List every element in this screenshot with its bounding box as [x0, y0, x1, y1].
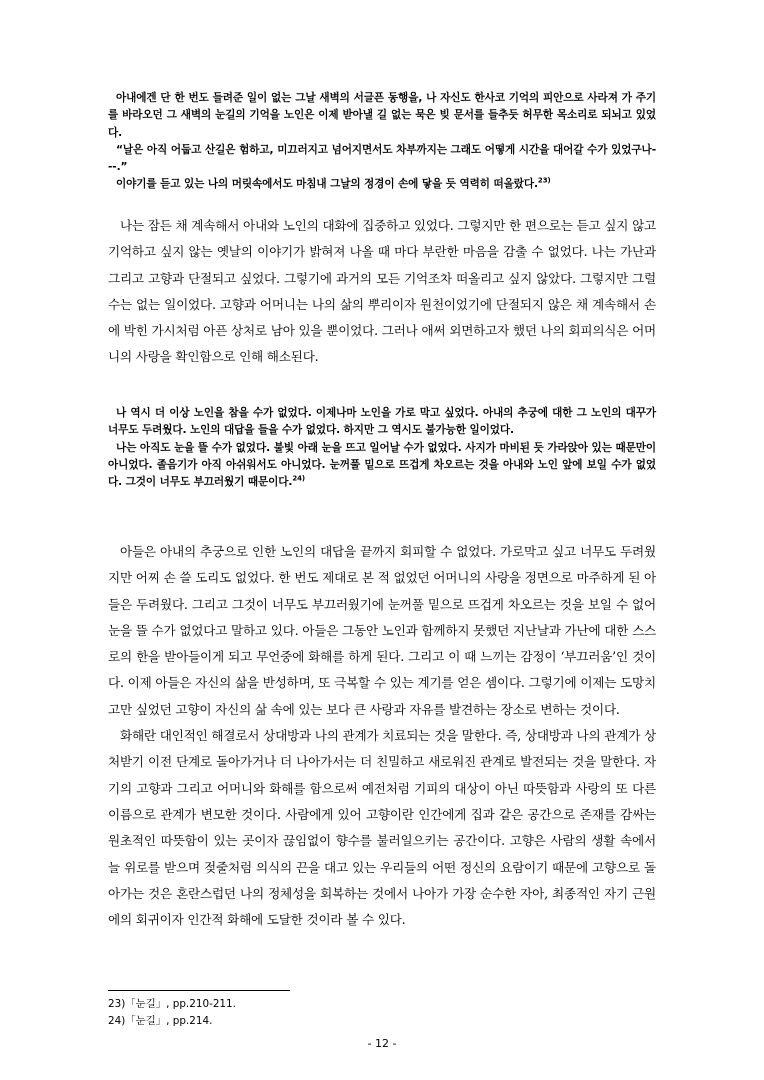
- footnote: 24)「눈길」, pp.214.: [108, 1015, 213, 1027]
- body-paragraph: 아들은 아내의 추궁으로 인한 노인의 대답을 끝까지 회피할 수 없었다. 가로막고 싶고 너무도 두려웠지만 어찌 손 쓸 도리도 없었다. 한 번도 제대로 본 적 없었던 어머니의 사랑을 정면으로 마주하게 된 아들은 두려웠다. 그리고 그것이 너무도 부끄러웠기에 눈꺼풀 밑으로 뜨겁게 차오르는 것을 보일 수 없어 눈을 뜰 수가 없었다고 말하고 있다. 아들은 그동안 노인과 함께하지 못했던 지난날과 가난에 대한 스스로의 한을 받아들이게 되고 무언중에 화해를 하게 된다. 그리고 이 때 느끼는 감정이 ‘부끄러움’인 것이다. 이제 아들은 자신의 삶을 반성하며, 또 극복할 수 있는 계기를 얻은 셈이다. 그렇기에 이제는 도망치고만 싶었던 고향이 자신의 삶 속에 있는 보다 큰 사랑과 자유를 발견하는 장소로 변하는 것이다.: [108, 544, 656, 717]
- body-paragraph: 나는 잠든 채 계속해서 아내와 노인의 대화에 집중하고 있었다. 그렇지만 한 편으로는 듣고 싶지 않고 기억하고 싶지 않는 옛날의 이야기가 밝혀져 나올 때 마다 부란한 마음을 감출 수 없었다. 나는 가난과 그리고 고향과 단절되고 싶었다. 그렇기에 과거의 모든 기억조차 떠올리고 싶지 않았다. 그렇지만 그럴 수는 없는 일이었다. 고향과 어머니는 나의 삶의 뿌리이자 원천이었기에 단절되지 않은 채 계속해서 손에 박힌 가시처럼 아픈 상처로 남아 있을 뿐이었다. 그러나 애써 외면하고자 했던 나의 회피의식은 어머니의 사랑을 확인함으로 인해 해소된다.: [108, 218, 656, 365]
- block-quote-2: [108, 405, 656, 491]
- page-number: - 12 -: [367, 1037, 397, 1050]
- quote-paragraph: [108, 440, 656, 492]
- body-paragraph: 화해란 대인적인 해결로서 상대방과 나의 관계가 치료되는 것을 말한다. 즉, 상대방과 나의 관계가 상처받기 이전 단계로 돌아가거나 더 나아가서는 더 친밀하고 새로워진 관계로 발전되는 것을 말한다. 자기의 고향과 그리고 어머니와 화해를 함으로써 예전처럼 기피의 대상이 아닌 따뜻함과 사랑의 또 다른 이름으로 관계가 변모한 것이다. 사람에게 있어 고향이란 인간에게 집과 같은 공간으로 존재를 감싸는 원초적인 따뜻함이 있는 곳이자 끊임없이 향수를 불러일으키는 공간이다. 고향은 사람의 생활 속에서 늘 위로를 받으며 젖줄처럼 의식의 끈을 대고 있는 우리들의 어떤 정신의 요람이기 때문에 고향으로 돌아가는 것은 혼란스럽던 나의 정체성을 회복하는 것에서 나아가 가장 순수한 자아, 최종적인 자기 근원에의 회귀이자 인간적 화해에 도달한 것이라 볼 수 있다.: [108, 728, 656, 928]
- quote-paragraph: 나 역시 더 이상 노인을 참을 수가 없었다. 이제나마 노인을 가로 막고 싶었다. 아내의 추궁에 대한 그 노인의 대꾸가 너무도 두려웠다. 노인의 대답을 들을 수가 없었다. 하지만 그 역시도 불가능한 일이었다.: [108, 407, 656, 437]
- body-paragraph-1: [108, 213, 656, 371]
- footnote-reference[interactable]: 24): [292, 474, 305, 483]
- quote-paragraph: 아내에겐 단 한 번도 들려준 일이 없는 그날 새벽의 서글픈 동행을, 나 자신도 한사코 기억의 피안으로 사라져 가 주기를 바라오던 그 새벽의 눈길의 기억을 노인은 이제 받아낼 길 없는 묵은 빚 문서를 들추듯 허무한 목소리로 되뇌고 있었다.: [108, 92, 656, 139]
- footnotes: [108, 996, 656, 1030]
- quote-text: 나는 아직도 눈을 뜰 수가 없었다. 불빛 아래 눈을 뜨고 일어날 수가 없었다. 사지가 마비된 듯 가라앉아 있는 때문만이 아니었다. 졸음기가 아직 아쉬워서도 아니었다. 눈꺼풀 밑으로 뜨겁게 차오르는 것을 아내와 노인 앞에 보일 수가 없었다. 그것이 너무도 부끄러웠기 때문이다.: [108, 441, 656, 489]
- footnote-divider: [108, 990, 290, 991]
- quote-text: 이야기를 듣고 있는 나의 머릿속에서도 마침내 그날의 정경이 손에 닿을 듯 역력히 떠올랐다.: [116, 178, 538, 191]
- block-quote-1: [108, 90, 656, 194]
- quote-paragraph: “날은 아직 어둡고 산길은 험하고, 미끄러지고 넘어지면서도 차부까지는 그래도 어떻게 시간을 대어갈 수가 있었구나---.”: [108, 143, 656, 174]
- footnote-reference[interactable]: 23): [537, 176, 551, 185]
- body-section-2: [108, 539, 656, 933]
- quote-paragraph: [108, 176, 656, 193]
- footnote: 23)「눈길」, pp.210-211.: [108, 998, 236, 1010]
